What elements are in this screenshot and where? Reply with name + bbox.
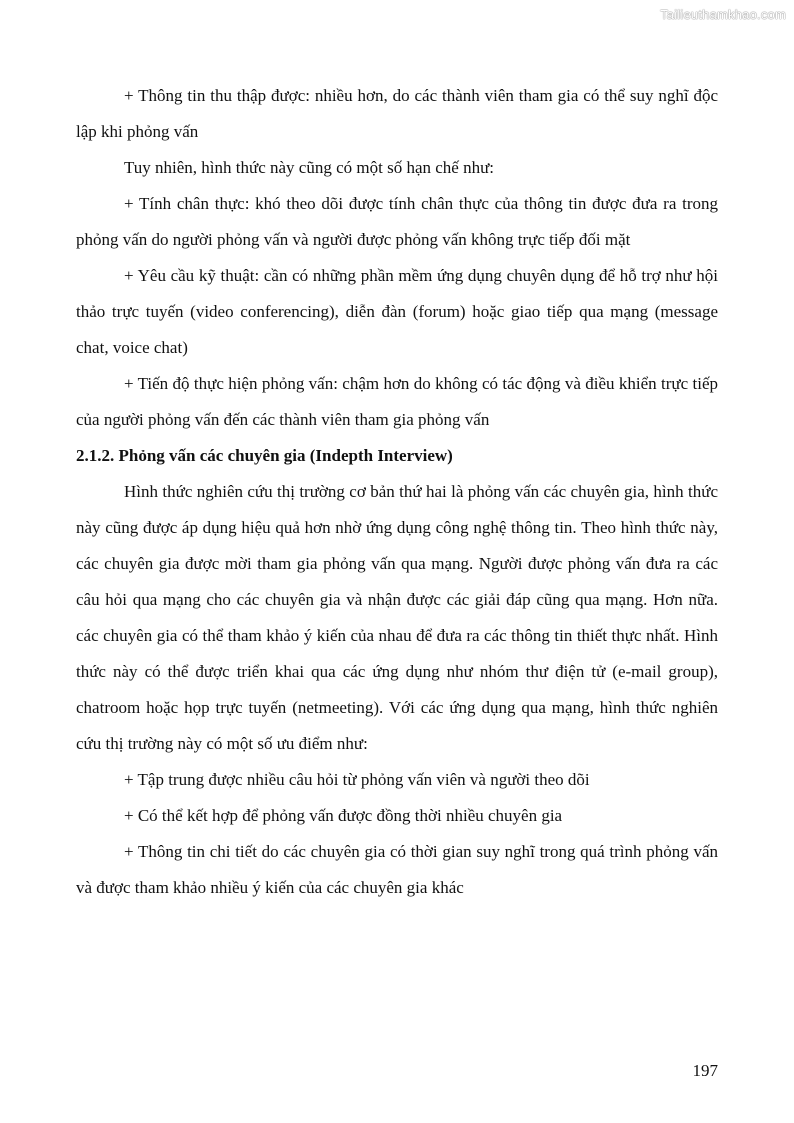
paragraph: + Tính chân thực: khó theo dõi được tính chân thực của thông tin được đưa ra trong phỏng vấn do người phỏng vấn và người được phỏng vấn không trực tiếp đối mặt: [76, 194, 718, 249]
paragraph: + Tiến độ thực hiện phỏng vấn: chậm hơn do không có tác động và điều khiển trực tiếp của người phỏng vấn đến các thành viên tham gia phỏng vấn: [76, 374, 718, 429]
section-heading: 2.1.2. Phỏng vấn các chuyên gia (Indepth Interview): [76, 446, 453, 465]
page-content: [76, 78, 718, 906]
paragraph: Hình thức nghiên cứu thị trường cơ bản thứ hai là phỏng vấn các chuyên gia, hình thức này cũng được áp dụng hiệu quả hơn nhờ ứng dụng công nghệ thông tin. Theo hình thức này, các chuyên gia được mời tham gia phỏng vấn qua mạng. Người được phỏng vấn đưa ra các câu hỏi qua mạng cho các chuyên gia và nhận được các giải đáp cũng qua mạng. Hơn nữa. các chuyên gia có thể tham khảo ý kiến của nhau để đưa ra các thông tin thiết thực nhất. Hình thức này có thể được triển khai qua các ứng dụng như nhóm thư điện tử (e-mail group), chatroom hoặc họp trực tuyến (netmeeting). Với các ứng dụng qua mạng, hình thức nghiên cứu thị trường này có một số ưu điểm như:: [76, 482, 718, 753]
page-number: 197: [692, 1061, 718, 1080]
paragraph: + Có thể kết hợp để phỏng vấn được đồng thời nhiều chuyên gia: [124, 806, 563, 825]
paragraph: + Yêu cầu kỹ thuật: cần có những phần mềm ứng dụng chuyên dụng để hỗ trợ như hội thảo trực tuyến (video conferencing), diễn đàn (forum) hoặc giao tiếp qua mạng (message chat, voice chat): [76, 266, 718, 357]
paragraph: Tuy nhiên, hình thức này cũng có một số hạn chế như:: [124, 158, 495, 177]
paragraph: + Tập trung được nhiều câu hỏi từ phỏng vấn viên và người theo dõi: [124, 770, 590, 789]
paragraph: + Thông tin chi tiết do các chuyên gia có thời gian suy nghĩ trong quá trình phỏng vấn và được tham khảo nhiều ý kiến của các chuyên gia khác: [76, 842, 718, 897]
watermark: Tailieuthamkhao.com: [660, 7, 786, 22]
paragraph: + Thông tin thu thập được: nhiều hơn, do các thành viên tham gia có thể suy nghĩ độc lập khi phỏng vấn: [76, 86, 718, 141]
